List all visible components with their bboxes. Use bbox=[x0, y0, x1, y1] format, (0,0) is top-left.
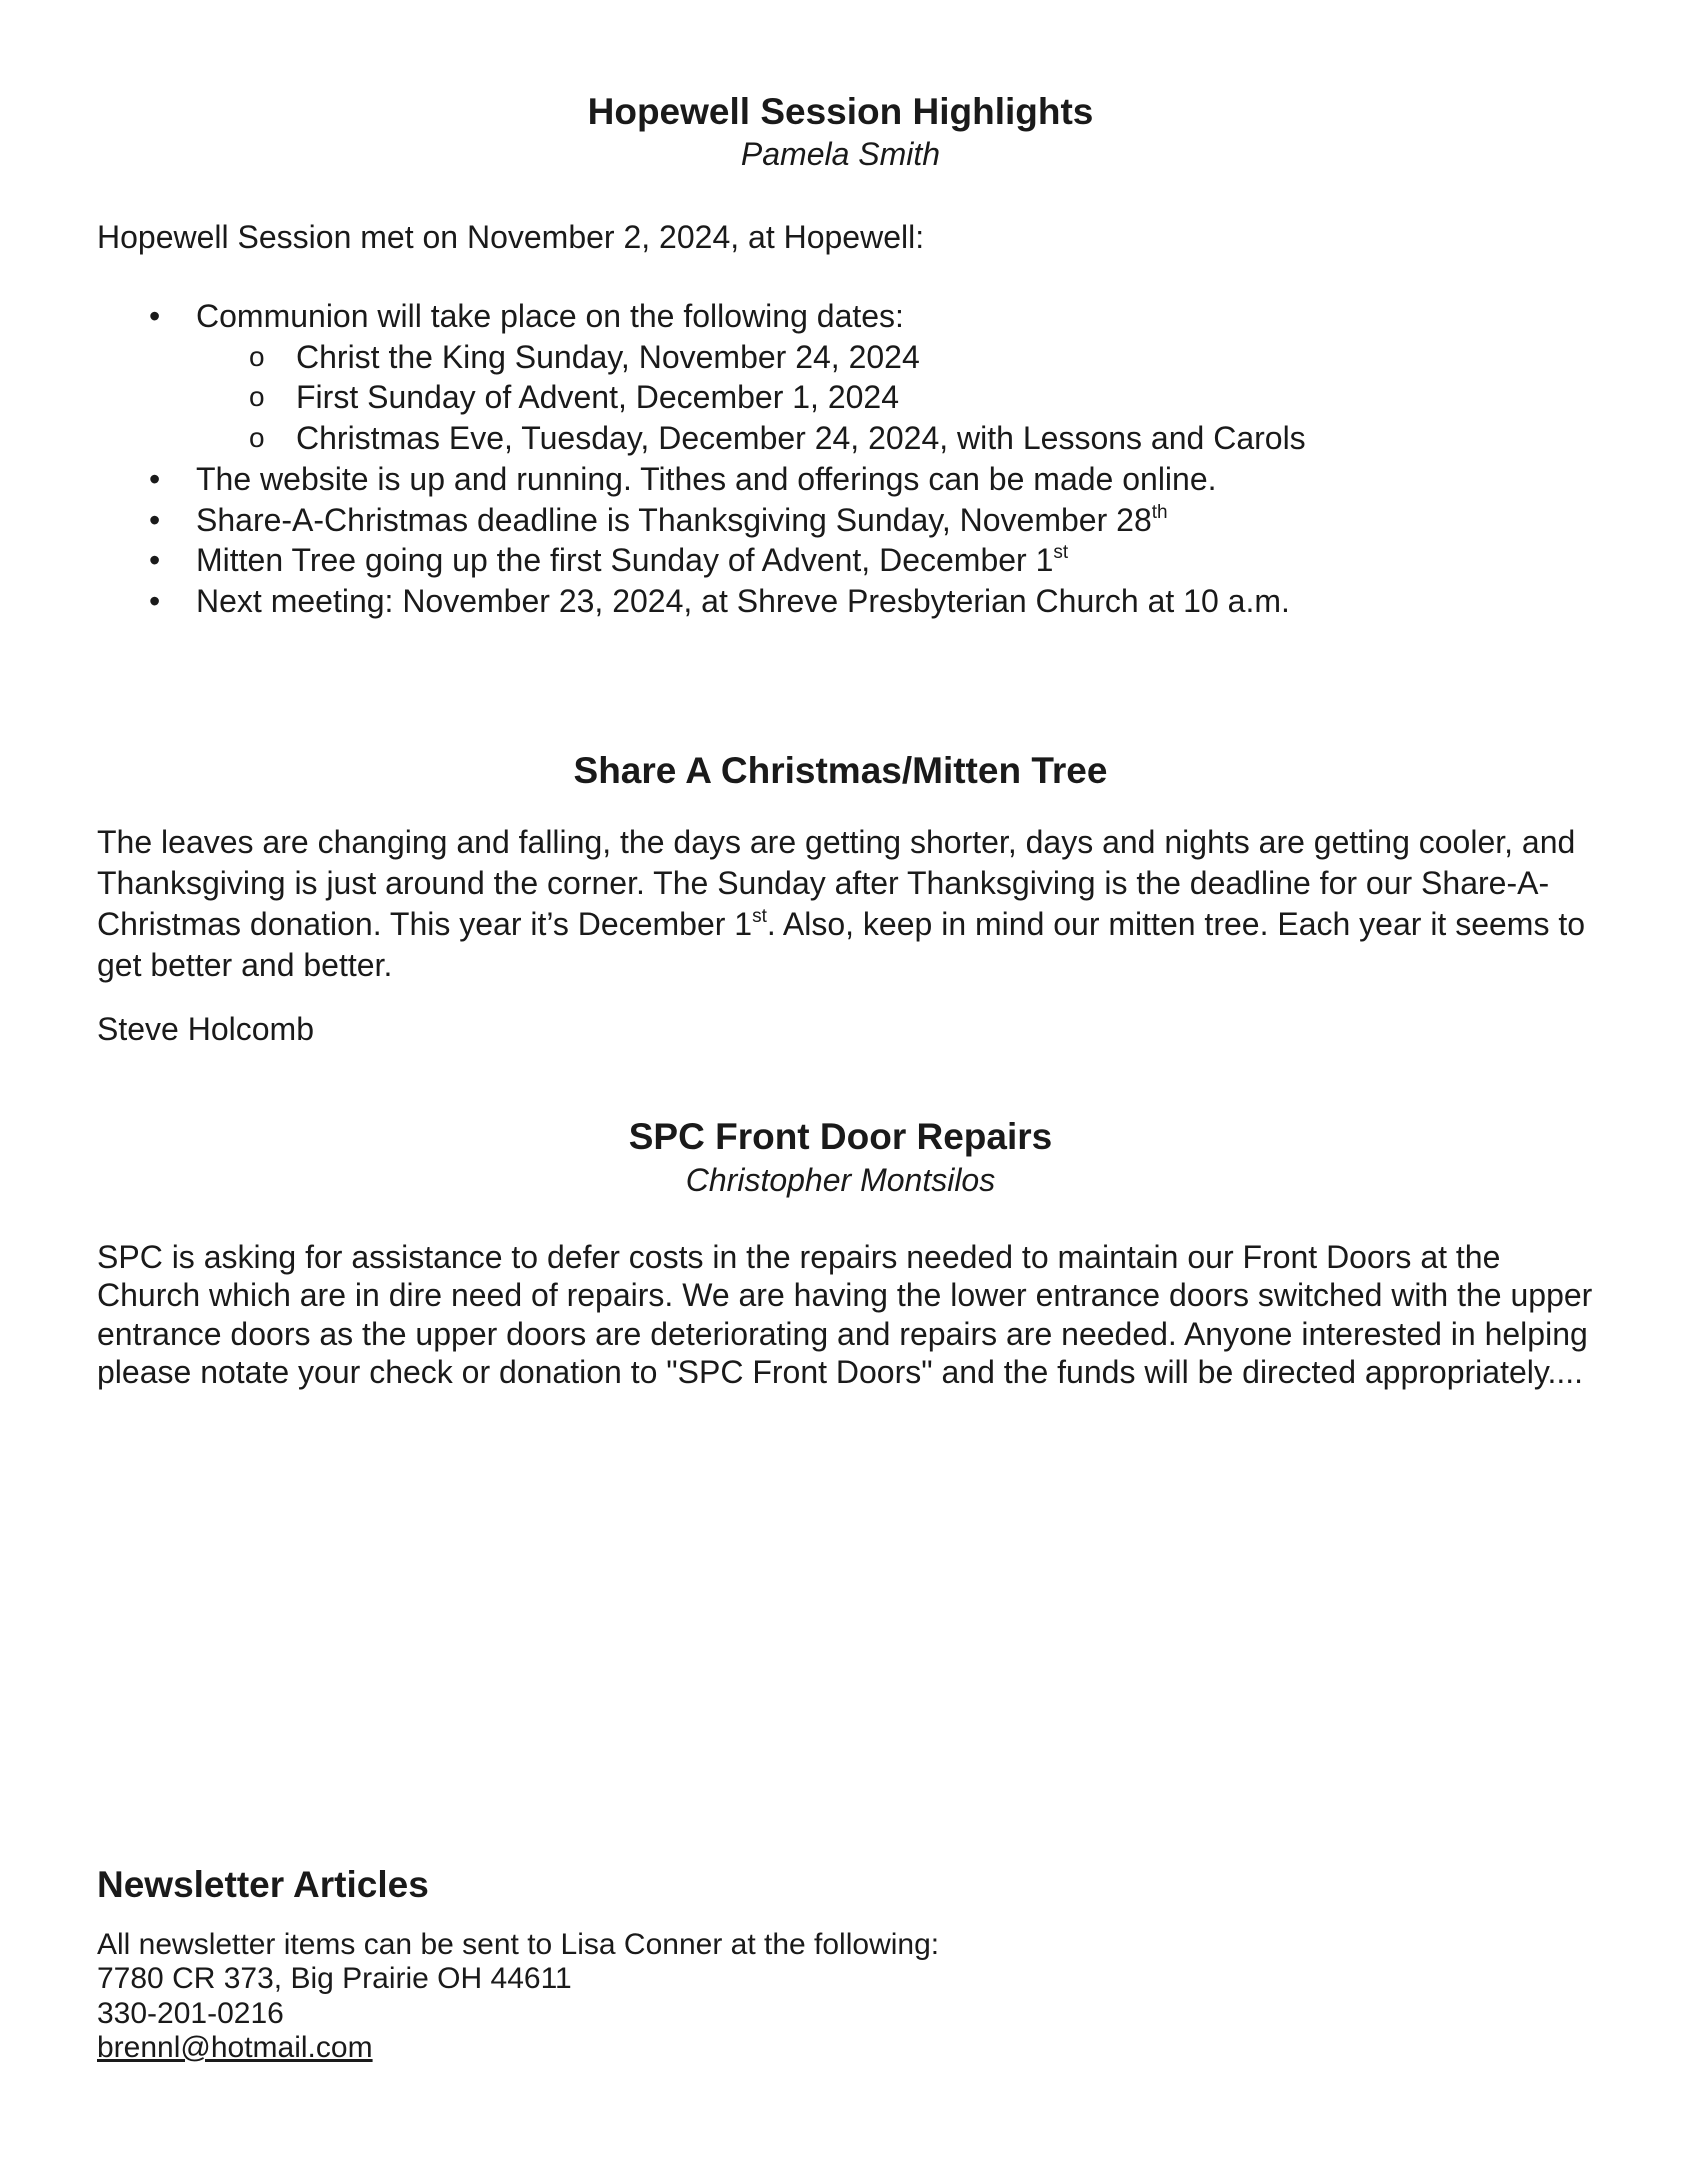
share-christmas-title: Share A Christmas/Mitten Tree bbox=[573, 750, 1108, 791]
sub-list-item bbox=[0, 418, 1306, 459]
body-text: The leaves are changing and falling, the days are getting shorter, days and nights are getting cooler, and Thanksgiving is just around the corner. The Sunday after Thanksgiving is the deadline for our Share-A-Christmas donation. This year it’s December 1 bbox=[97, 824, 1576, 942]
sub-item-text: First Sunday of Advent, December 1, 2024 bbox=[296, 379, 899, 416]
share-christmas-signature: Steve Holcomb bbox=[97, 1011, 314, 1047]
front-door-body: SPC is asking for assistance to defer costs in the repairs needed to maintain our Front Doors at the Church which are in dire need of repairs. We are having the lower entrance doors switched with the upper entrance doors as the upper doors are deteriorating and repairs are needed. Anyone interested in helping please notate your check or donation to "SPC Front Doors" and the funds will be directed appropriately.... bbox=[97, 1239, 1593, 1391]
bullet-text: Mitten Tree going up the first Sunday of Advent, December 1 bbox=[196, 542, 1054, 579]
newsletter-phone: 330-201-0216 bbox=[97, 1997, 284, 2030]
superscript: th bbox=[1151, 501, 1168, 523]
newsletter-address: 7780 CR 373, Big Prairie OH 44611 bbox=[97, 1962, 572, 1995]
share-christmas-body bbox=[97, 822, 1597, 986]
list-item-mitten-tree bbox=[0, 540, 1306, 581]
list-item-next-meeting bbox=[0, 581, 1306, 622]
superscript: st bbox=[1053, 542, 1069, 564]
bullet-text: Communion will take place on the following dates: bbox=[196, 298, 904, 334]
sub-item-text: Christ the King Sunday, November 24, 2024 bbox=[296, 338, 920, 375]
front-door-author: Christopher Montsilos bbox=[685, 1162, 996, 1198]
sub-list-item bbox=[0, 337, 1306, 378]
list-item-website bbox=[0, 459, 1306, 500]
newsletter-instructions: All newsletter items can be sent to Lisa Conner at the following: bbox=[97, 1928, 940, 1961]
list-item-share-deadline bbox=[0, 500, 1306, 541]
superscript: st bbox=[752, 906, 767, 927]
list-item-communion bbox=[0, 296, 1306, 337]
hopewell-author: Pamela Smith bbox=[740, 136, 941, 172]
bullet-text: The website is up and running. Tithes and offerings can be made online. bbox=[196, 460, 1217, 497]
body-text: . Also, keep in mind our mitten tree. Each year it seems to get better and better. bbox=[97, 906, 1586, 983]
hopewell-intro: Hopewell Session met on November 2, 2024, at Hopewell: bbox=[97, 219, 925, 255]
email-link[interactable]: brennl@hotmail.com bbox=[97, 2031, 373, 2064]
bullet-text: Next meeting: November 23, 2024, at Shreve Presbyterian Church at 10 a.m. bbox=[196, 582, 1290, 619]
newsletter-articles-title: Newsletter Articles bbox=[97, 1864, 429, 1905]
bullet-text: Share-A-Christmas deadline is Thanksgiving Sunday, November 28 bbox=[196, 501, 1152, 538]
hopewell-title: Hopewell Session Highlights bbox=[587, 91, 1094, 132]
sub-item-text: Christmas Eve, Tuesday, December 24, 2024, with Lessons and Carols bbox=[296, 420, 1306, 457]
newsletter-email-line bbox=[97, 2031, 373, 2066]
sub-list-item bbox=[0, 377, 1306, 418]
front-door-title: SPC Front Door Repairs bbox=[628, 1116, 1053, 1157]
hopewell-bullet-list bbox=[0, 296, 1306, 622]
